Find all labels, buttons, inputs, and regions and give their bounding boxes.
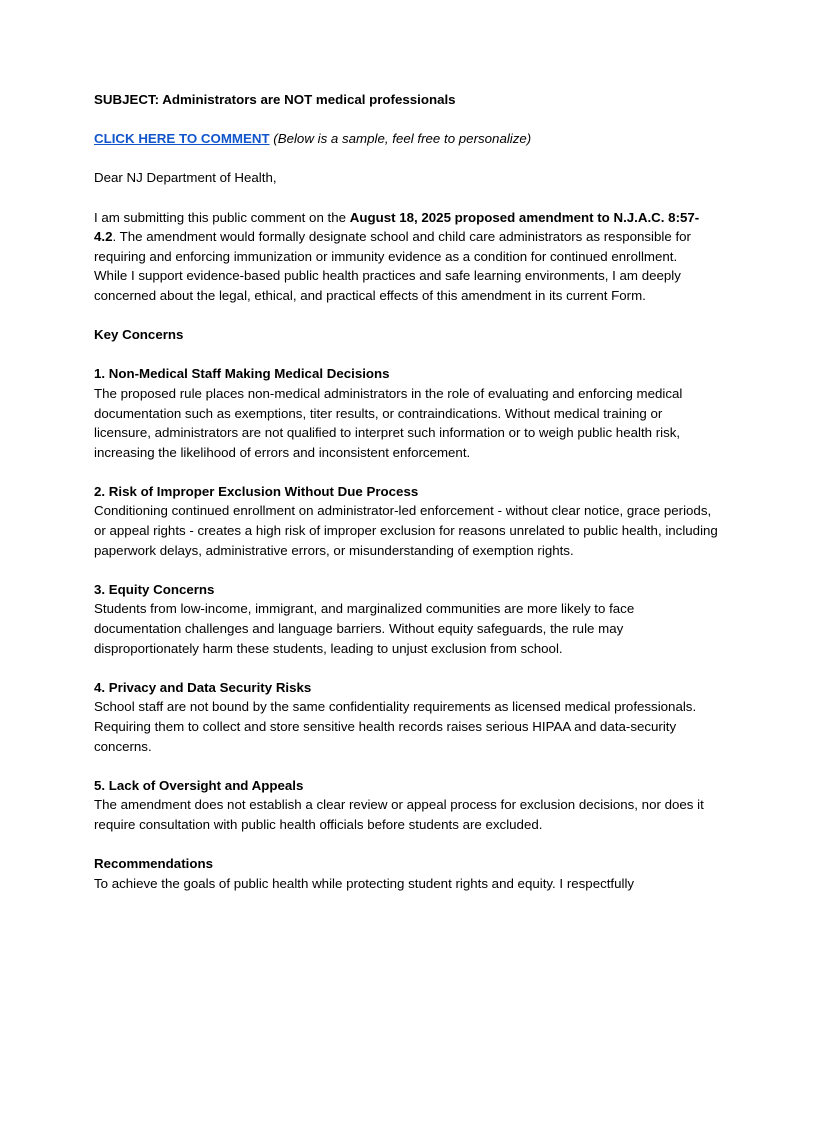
concern-4-heading: 4. Privacy and Data Security Risks <box>94 679 312 695</box>
cta-note: (Below is a sample, feel free to personalize) <box>273 131 532 147</box>
recommendations-heading: Recommendations <box>94 856 213 872</box>
concern-1-body: The proposed rule places non-medical administrators in the role of evaluating and enforcing medical documentation such as exemptions, titer results, or contraindications. Without medical training or licensure, administrators are not qualified to interpret such information or to weigh public health risk, increasing the likelihood of errors and inconsistent enforcement. <box>94 385 683 460</box>
call-to-action-line <box>94 129 718 149</box>
spacer <box>94 306 718 326</box>
intro-second-paragraph: While I support evidence-based public health practices and safe learning environments, I am deeply concerned about the legal, ethical, and practical effects of this amendment in its current Form. <box>94 268 681 303</box>
spacer <box>94 835 718 855</box>
recommendations-body: To achieve the goals of public health while protecting student rights and equity. I respectfully <box>94 875 635 891</box>
intro-tail: . The amendment would formally designate school and child care administrators as responsible for requiring and enforcing immunization or immunity evidence as a condition for continued enrollment. <box>94 229 691 264</box>
concern-3-heading: 3. Equity Concerns <box>94 581 215 597</box>
spacer <box>94 658 718 678</box>
spacer <box>94 560 718 580</box>
concern-1-heading: 1. Non-Medical Staff Making Medical Decisions <box>94 366 390 382</box>
spacer <box>94 149 718 169</box>
salutation: Dear NJ Department of Health, <box>94 170 277 186</box>
concern-5-body: The amendment does not establish a clear review or appeal process for exclusion decisions, nor does it require consultation with public health officials before students are excluded. <box>94 797 704 832</box>
intro-lead: I am submitting this public comment on the <box>94 209 350 225</box>
spacer <box>94 345 718 365</box>
document-body <box>94 90 718 893</box>
concern-2-heading: 2. Risk of Improper Exclusion Without Due Process <box>94 483 419 499</box>
amendment-reference: August 18, 2025 proposed amendment to N.J.A.C. 8:57-4.2 <box>94 209 700 245</box>
concern-4-body: School staff are not bound by the same confidentiality requirements as licensed medical professionals. Requiring them to collect and store sensitive health records raises serious HIPAA and data-security concerns. <box>94 699 697 754</box>
comment-link[interactable]: CLICK HERE TO COMMENT <box>94 131 270 147</box>
key-concerns-heading: Key Concerns <box>94 327 184 343</box>
spacer <box>94 462 718 482</box>
concern-2-body: Conditioning continued enrollment on administrator-led enforcement - without clear notice, grace periods, or appeal rights - creates a high risk of improper exclusion for reasons unrelated to public health, including paperwork delays, administrative errors, or misunderstanding of exemption rights. <box>94 503 718 558</box>
intro-paragraph <box>94 208 718 267</box>
subject-line: SUBJECT: Administrators are NOT medical professionals <box>94 92 456 107</box>
spacer <box>94 756 718 776</box>
concern-5-heading: 5. Lack of Oversight and Appeals <box>94 777 304 793</box>
concern-3-body: Students from low-income, immigrant, and marginalized communities are more likely to face documentation challenges and language barriers. Without equity safeguards, the rule may disproportionately harm these students, leading to unjust exclusion from school. <box>94 601 635 656</box>
spacer <box>94 110 718 130</box>
spacer <box>94 188 718 208</box>
